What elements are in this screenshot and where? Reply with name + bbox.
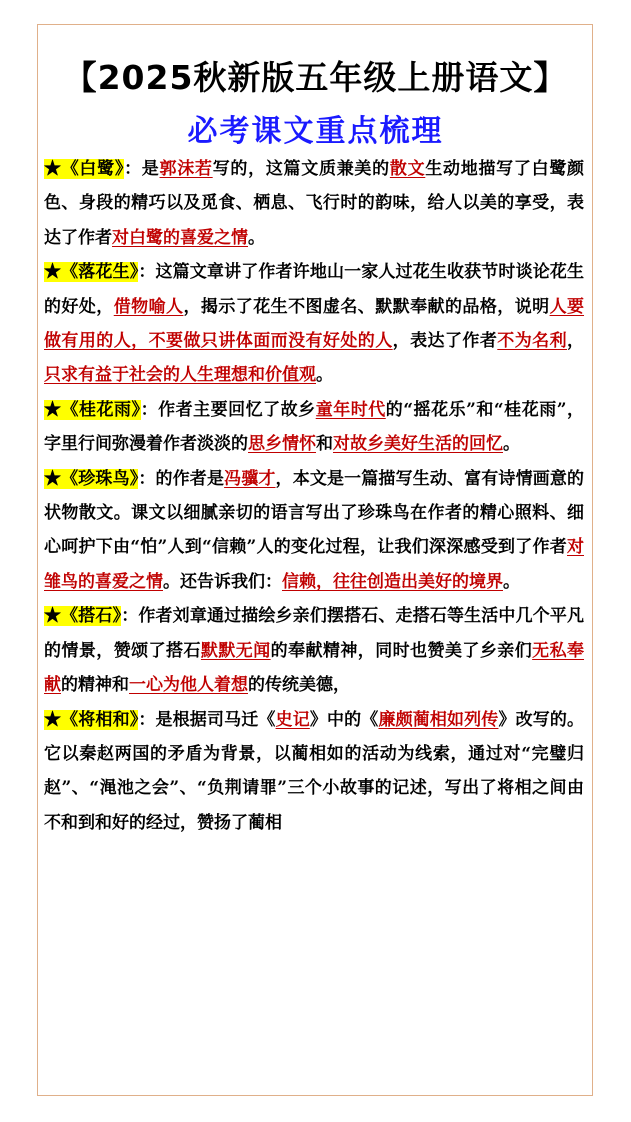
- lesson-title-highlight: ★《白鹭》: [44, 159, 125, 179]
- text-segment: 生动地描写了白鹭颜色、身段的精巧以及觅食、栖息、飞行时的韵味，给人以美的享受，表达了作者: [44, 159, 585, 248]
- key-point: 只求有益于社会的人生理想和价值观: [44, 365, 316, 386]
- paragraph-luohuasheng: [44, 255, 584, 393]
- article-body: [44, 152, 584, 840]
- key-point: 郭沫若: [159, 159, 213, 179]
- key-point: 对雏鸟的喜爱之情: [44, 537, 584, 592]
- text-segment: 。还告诉我们：: [163, 571, 282, 592]
- text-segment: 的奉献精神，同时也赞美了乡亲们: [270, 640, 533, 661]
- key-point: 一心为他人着想: [129, 675, 248, 696]
- key-point: 不为名利: [497, 331, 568, 352]
- text-segment: 。: [503, 434, 520, 455]
- lesson-title-highlight: ★《搭石》: [44, 606, 122, 627]
- paragraph-zhenzhuniao: [44, 462, 584, 600]
- text-segment: 。: [316, 365, 333, 386]
- key-point: 无私奉献: [44, 640, 585, 696]
- text-segment: ：这篇文章讲了作者许地山一家人过花生收获节时谈论花生的好处，: [44, 262, 585, 317]
- text-segment: ，: [567, 331, 585, 352]
- key-point: 信赖，往往创造出美好的境界: [282, 571, 503, 592]
- text-segment: ：的作者是: [138, 468, 225, 489]
- lesson-title-highlight: ★《将相和》: [44, 709, 139, 730]
- key-point: 思乡情怀: [248, 434, 316, 455]
- key-point: 对白鹭的喜爱之情: [112, 227, 248, 248]
- text-segment: 和: [316, 434, 333, 455]
- text-segment: ：作者刘章通过描绘乡亲们摆搭石、走搭石等生活中几个平凡的情景，赞颂了搭石: [44, 606, 585, 661]
- key-point: 廉颇蔺相如列传: [378, 709, 499, 730]
- paragraph-guihuayu: [44, 393, 584, 462]
- paragraph-jiangxianghe: [44, 703, 584, 841]
- key-point: 借物喻人: [113, 296, 184, 317]
- text-segment: ：作者主要回忆了故乡: [140, 399, 316, 420]
- key-point: 人要做有用的人，不要做只讲体面而没有好处的人: [44, 296, 585, 352]
- key-point: 童年时代: [315, 399, 386, 420]
- text-segment: 的传统美德，: [248, 675, 350, 696]
- text-segment: 。: [503, 571, 520, 592]
- key-point: 对故乡美好生活的回忆: [333, 434, 503, 455]
- lesson-title-highlight: ★《珍珠鸟》: [44, 468, 139, 489]
- key-point: 史记: [275, 709, 310, 730]
- text-segment: 的“摇花乐”和“桂花雨”，字里行间弥漫着作者淡淡的: [44, 399, 585, 455]
- lesson-title-highlight: ★《落花生》: [44, 262, 139, 283]
- text-segment: ，本文是一篇描写生动、富有诗情画意的状物散文。课文以细腻亲切的语言写出了珍珠鸟在作者的精心照料、细心呵护下由“怕”人到“信赖”人的变化过程，让我们深深感受到了作者: [44, 468, 585, 558]
- text-segment: ，揭示了花生不图虚名、默默奉献的品格，说明: [183, 296, 550, 317]
- lesson-title-highlight: ★《桂花雨》: [44, 399, 141, 420]
- page-title: 【2025秋新版五年级上册语文】: [63, 58, 568, 97]
- paragraph-bailu: [44, 152, 584, 255]
- text-segment: 写的，这篇文质兼美的: [212, 159, 390, 179]
- text-segment: 的精神和: [61, 675, 129, 696]
- key-point: 默默无闻: [200, 640, 271, 661]
- key-point: 散文: [389, 159, 426, 179]
- text-segment: 》改写的。它以秦赵两国的矛盾为背景，以蔺相如的活动为线索，通过对“完璧归赵”、“渑池之会”、“负荆请罪”三个小故事的记述，写出了将相之间由不和到和好的经过，赞扬了蔺相: [44, 709, 585, 833]
- page-subtitle: 必考课文重点梳理: [187, 114, 444, 149]
- key-point: 冯骥才: [224, 468, 276, 489]
- text-segment: ，表达了作者: [392, 331, 498, 352]
- text-segment: 》中的《: [309, 709, 379, 730]
- text-segment: ：是: [124, 159, 160, 179]
- paragraph-dashi: [44, 599, 584, 702]
- text-segment: 。: [248, 227, 265, 248]
- text-segment: ：是根据司马迁《: [138, 709, 276, 730]
